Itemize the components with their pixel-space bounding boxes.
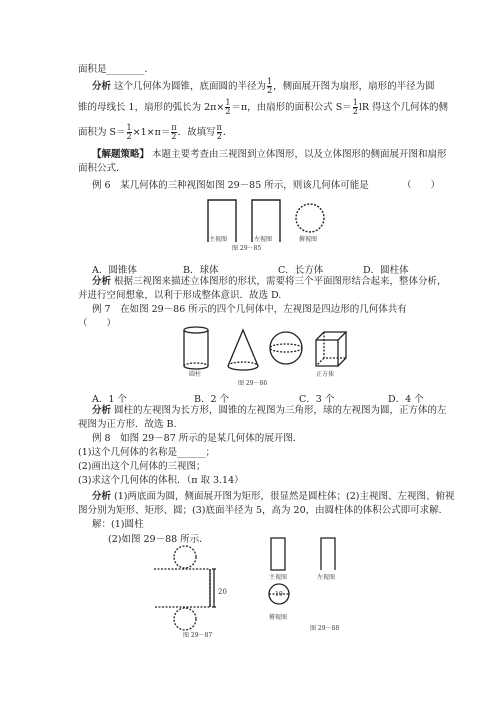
figure-87-label-h: 20 bbox=[218, 588, 227, 596]
figure-85-caption-front: 主视图 bbox=[209, 236, 228, 243]
fraction: $\frac{\pi}{2}$ bbox=[171, 123, 177, 141]
example-7-question: 例 7 在如图 29－86 所示的四个几何体中，左视图是四边形的几何体共有 bbox=[92, 304, 407, 315]
cylinder-shape bbox=[184, 327, 208, 369]
analysis-label: 分析 bbox=[92, 276, 112, 287]
strategy-line-1 bbox=[92, 148, 447, 161]
side-view bbox=[321, 538, 335, 570]
ex7-option-a: A．1 个 bbox=[92, 394, 127, 405]
fraction: $\frac{\pi}{2}$ bbox=[216, 123, 222, 141]
figure-29-85 bbox=[200, 194, 350, 254]
figure-29-87 bbox=[150, 545, 260, 640]
analysis-text: 面积为 S＝ bbox=[78, 127, 126, 138]
cube-shape bbox=[316, 332, 346, 366]
ex7-analysis-line-2: 视图为正方形．故选 B. bbox=[78, 419, 177, 430]
figure-87-title: 图 29－87 bbox=[183, 632, 213, 639]
strategy-label: 【解题策略】 bbox=[92, 149, 150, 160]
example-8-q3: (3)求这个几何体的体积．（π 取 3.14） bbox=[78, 475, 244, 486]
figure-86-title: 图 29－86 bbox=[238, 380, 268, 387]
cone-shape bbox=[228, 330, 258, 370]
fraction: $\frac{1}{2}$ bbox=[126, 123, 132, 141]
front-view bbox=[271, 538, 285, 570]
example-8-q1: (1)这个几何体的名称是______； bbox=[78, 447, 215, 458]
analysis-line-3 bbox=[78, 124, 232, 141]
top-view-circle bbox=[296, 204, 324, 232]
example-7-bracket: （ ） bbox=[78, 318, 117, 329]
figure-88-label-r: 10 bbox=[275, 591, 283, 598]
ex8-analysis-line-1 bbox=[92, 490, 454, 503]
analysis-line-1 bbox=[92, 78, 435, 95]
figure-88-title: 图 29－88 bbox=[310, 625, 340, 632]
example-8-question: 例 8 如图 29－87 所示的是某几何体的展开图． bbox=[92, 433, 303, 444]
figure-86-caption-cylinder: 圆柱 bbox=[189, 371, 202, 378]
analysis-text: 锥的母线长 1，扇形的弧长为 2π× bbox=[78, 102, 225, 113]
solution-line-1: 解：(1)圆柱 bbox=[92, 519, 144, 530]
analysis-text: 这个几何体为圆锥，底面圆的半径为 bbox=[114, 81, 267, 92]
strategy-text: 本题主要考查由三视图到立体图形，以及立体图形的侧面展开图和扇形 bbox=[152, 149, 447, 160]
ex6-option-d: D．圆柱体 bbox=[363, 265, 409, 276]
ex6-option-b: B．球体 bbox=[183, 265, 219, 276]
figure-88-caption-side: 左视图 bbox=[317, 574, 336, 581]
analysis-label: 分析 bbox=[92, 491, 112, 502]
analysis-line-2 bbox=[78, 99, 448, 116]
analysis-text: lR 得这个几何体的侧 bbox=[358, 102, 449, 113]
strategy-line-2: 面积公式． bbox=[78, 163, 126, 174]
figure-88-caption-top: 俯视图 bbox=[269, 614, 288, 621]
ex7-option-c: C．3 个 bbox=[299, 394, 335, 405]
ex7-analysis-line-1 bbox=[92, 404, 447, 417]
fraction: $\frac{1}{2}$ bbox=[225, 98, 231, 116]
analysis-text: ×1×π＝ bbox=[132, 127, 171, 138]
ex6-option-a: A．圆锥体 bbox=[92, 265, 137, 276]
net-top-circle bbox=[174, 546, 196, 568]
figure-85-caption-top: 俯视图 bbox=[299, 236, 318, 243]
ex6-analysis-line-2: 并进行空间想象，以利于形成整体意识．故选 D. bbox=[78, 290, 282, 301]
ex6-analysis-line-1 bbox=[92, 275, 447, 288]
analysis-label: 分析 bbox=[92, 405, 112, 416]
analysis-text: (1)两底面为圆，侧面展开图为矩形，很显然是圆柱体；(2)主视图、左视图、俯视 bbox=[114, 491, 455, 502]
fraction: $\frac{1}{2}$ bbox=[352, 98, 358, 116]
figure-86-caption-cube: 正方体 bbox=[316, 371, 335, 378]
figure-85-caption-side: 左视图 bbox=[254, 236, 273, 243]
analysis-text: 圆柱的左视图为长方形，圆锥的左视图为三角形，球的左视图为圆，正方体的左 bbox=[114, 405, 447, 416]
ex8-analysis-line-2: 图分别为矩形、矩形、圆；(3)底面半径为 5，高为 20，由圆柱体的体积公式即可求解． bbox=[78, 505, 449, 516]
analysis-text: ． bbox=[222, 127, 233, 138]
net-rectangle bbox=[154, 569, 210, 607]
fraction: $\frac{1}{2}$ bbox=[267, 77, 273, 95]
analysis-text: 根据三视图来描述立体图形的形状，需要将三个平面图形结合起来，整体分析， bbox=[114, 276, 447, 287]
sphere-shape bbox=[270, 332, 302, 364]
solution-line-2: (2)如图 29－88 所示． bbox=[108, 534, 209, 545]
ex7-option-d: D．4 个 bbox=[388, 394, 424, 405]
example-6-question: 例 6 某几何体的三种视图如图 29－85 所示，则该几何体可能是 （ ） bbox=[92, 180, 441, 191]
text-line-1: 面积是________． bbox=[78, 64, 155, 75]
ex7-option-b: B．2 个 bbox=[194, 394, 230, 405]
analysis-text: ＝π，由扇形的面积公式 S＝ bbox=[231, 102, 352, 113]
ex6-option-c: C．长方体 bbox=[278, 265, 324, 276]
analysis-label: 分析 bbox=[92, 81, 112, 92]
analysis-text-cont: ，侧面展开图为扇形，扇形的半径为圆 bbox=[273, 81, 435, 92]
net-bottom-circle bbox=[174, 608, 196, 630]
analysis-text: ．故填写 bbox=[177, 127, 216, 138]
example-8-q2: (2)画出这个几何体的三视图； bbox=[78, 461, 206, 472]
figure-85-title: 图 29－85 bbox=[232, 245, 262, 252]
figure-88-caption-front: 主视图 bbox=[269, 574, 288, 581]
